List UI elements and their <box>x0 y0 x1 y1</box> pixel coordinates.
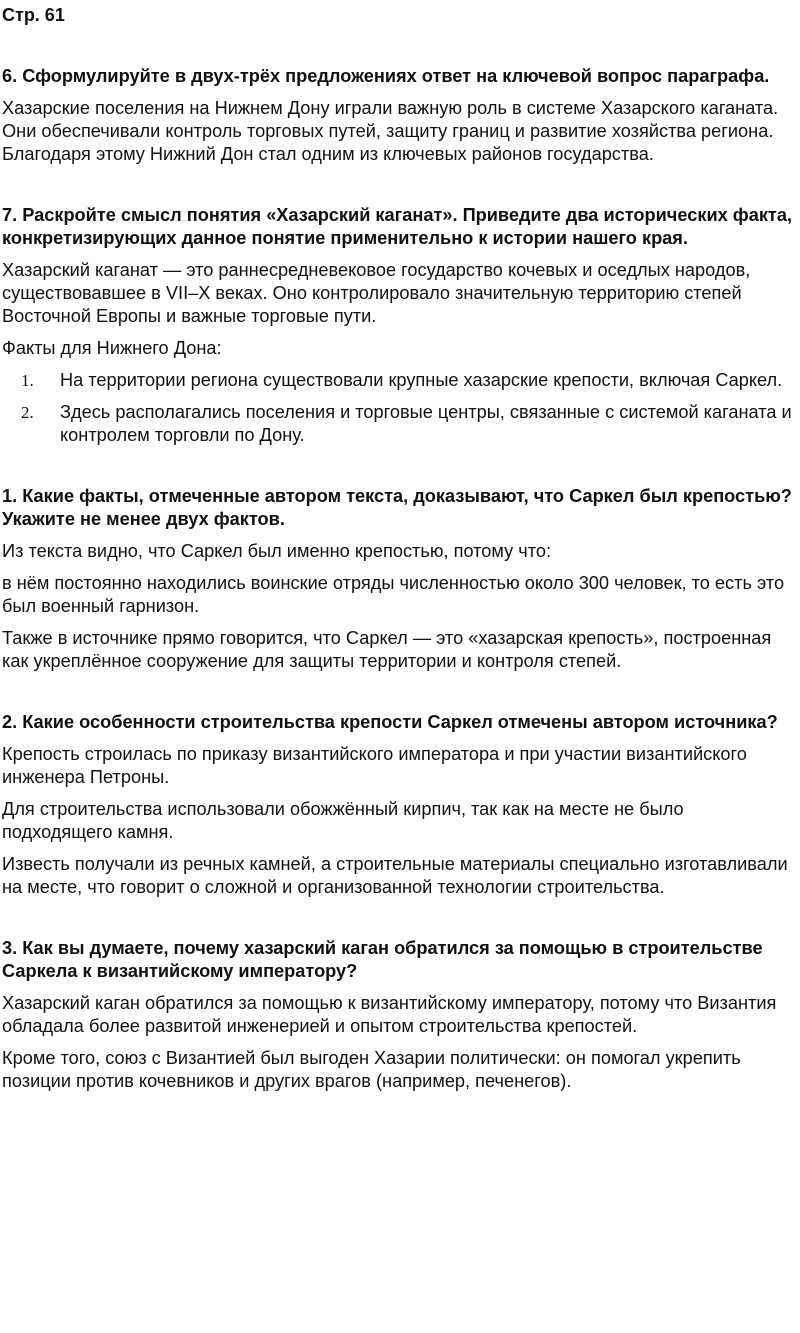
list-item-number: 1. <box>21 371 34 390</box>
question-title: 7. Раскройте смысл понятия «Хазарский каганат». Приведите два исторических факта, конкретизирующих данное понятие применительно к истории нашего края. <box>2 205 793 248</box>
answer-paragraph: Хазарские поселения на Нижнем Дону играли важную роль в системе Хазарского каганата. Они обеспечивали контроль торговых путей, защиту границ и развитие хозяйства региона. Благодаря этому Нижний Дон стал одним из ключевых районов государства. <box>2 98 779 164</box>
list-item-number: 2. <box>21 403 34 422</box>
list-item-text: Здесь располагались поселения и торговые центры, связанные с системой каганата и контролем торговли по Дону. <box>60 402 792 445</box>
list-item-text: На территории региона существовали крупные хазарские крепости, включая Саркел. <box>60 370 783 390</box>
answer-section-q2 <box>2 711 796 899</box>
answer-paragraph: Кроме того, союз с Византией был выгоден Хазарии политически: он помогал укрепить позиции против кочевников и других врагов (например, печенегов). <box>2 1048 741 1091</box>
list-item <box>2 369 796 392</box>
answer-paragraph: Из текста видно, что Саркел был именно крепостью, потому что: <box>2 541 552 561</box>
answer-section-q3 <box>2 937 796 1093</box>
answer-paragraph: в нём постоянно находились воинские отряды численностью около 300 человек, то есть это был военный гарнизон. <box>2 573 785 616</box>
answer-section-q1 <box>2 485 796 673</box>
question-title: 1. Какие факты, отмеченные автором текста, доказывают, что Саркел был крепостью? Укажите не менее двух фактов. <box>2 486 792 529</box>
question-title: 3. Как вы думаете, почему хазарский каган обратился за помощью в строительстве Саркела к византийскому императору? <box>2 938 763 981</box>
facts-list <box>2 369 796 447</box>
answer-paragraph: Для строительства использовали обожжённый кирпич, так как на месте не было подходящего камня. <box>2 799 684 842</box>
answer-paragraph: Также в источнике прямо говорится, что Саркел — это «хазарская крепость», построенная как укреплённое сооружение для защиты территории и контроля степей. <box>2 628 772 671</box>
list-item <box>2 401 796 447</box>
page-number-label: Стр. 61 <box>2 5 65 25</box>
question-title: 6. Сформулируйте в двух-трёх предложениях ответ на ключевой вопрос параграфа. <box>2 66 770 86</box>
answer-paragraph: Известь получали из речных камней, а строительные материалы специально изготавливали на месте, что говорит о сложной и организованной технологии строительства. <box>2 854 788 897</box>
question-title: 2. Какие особенности строительства крепости Саркел отмечены автором источника? <box>2 712 778 732</box>
facts-intro: Факты для Нижнего Дона: <box>2 338 222 358</box>
answer-paragraph: Крепость строилась по приказу византийского императора и при участии византийского инженера Петроны. <box>2 744 747 787</box>
answer-paragraph: Хазарский каганат — это раннесредневековое государство кочевых и оседлых народов, существовавшее в VII–X веках. Оно контролировало значительную территорию степей Восточной Европы и важные торговые пути. <box>2 260 751 326</box>
answer-section-7 <box>2 204 796 447</box>
answer-section-6 <box>2 65 796 166</box>
answer-paragraph: Хазарский каган обратился за помощью к византийскому императору, потому что Византия обладала более развитой инженерией и опытом строительства крепостей. <box>2 993 777 1036</box>
